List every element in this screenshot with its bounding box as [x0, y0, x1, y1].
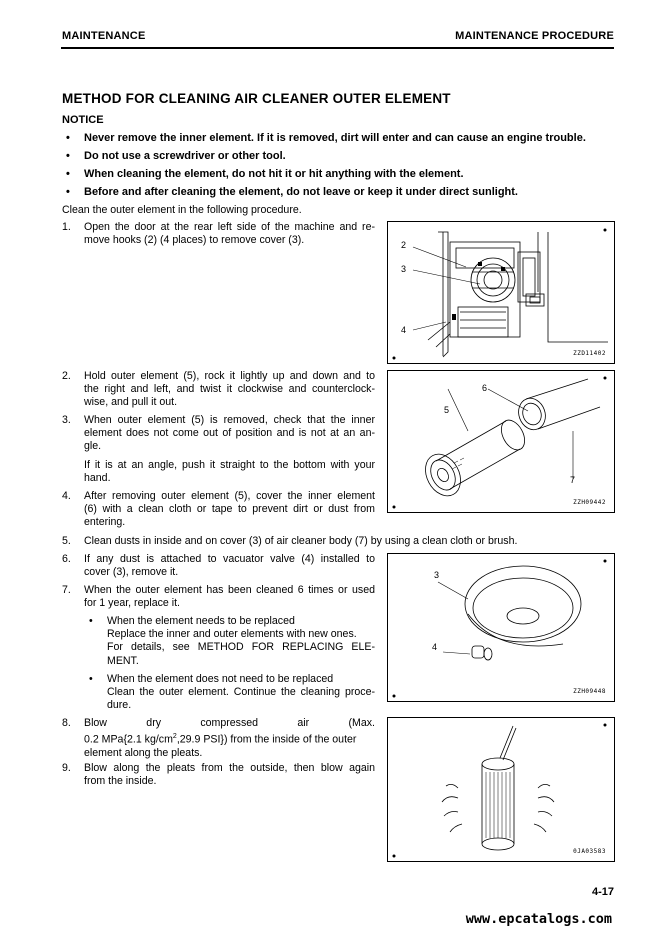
step-text: When outer element (5) is removed, check that the inner element does not come out of position and is not at an an- gle. If it is at an angle, push it straight to the bottom with your hand.	[84, 414, 375, 484]
running-header-right: MAINTENANCE PROCEDURE	[455, 30, 614, 42]
step-number: 7.	[62, 584, 71, 596]
page-number: 4-17	[591, 886, 614, 898]
blowing-illustration	[388, 718, 614, 861]
step-number: 6.	[62, 553, 71, 565]
notice-bullet: • Do not use a screwdriver or other tool.	[66, 150, 286, 162]
sub-item-text: When the element does not need to be replaced Clean the outer element. Continue the cleaning proce- dure.	[107, 673, 375, 712]
step-text: When the outer element has been cleaned 6 times or used for 1 year, replace it.	[84, 584, 375, 610]
element-illustration	[388, 371, 614, 512]
step-number: 1.	[62, 221, 71, 233]
step-text: Clean dusts in inside and on cover (3) of air cleaner body (7) by using a clean cloth or brush.	[84, 535, 518, 547]
notice-bullet: • Never remove the inner element. If it is removed, dirt will enter and can cause an engine trouble.	[66, 132, 586, 144]
cover-illustration	[388, 554, 614, 701]
sub-bullet: •	[89, 673, 93, 685]
step-number: 2.	[62, 370, 71, 382]
step-text: Blow dry compressed air (Max. 0.2 MPa{2.1 $kg/cm^2,29.9$ PSI}) from the inside of the outer element along the pleats.	[84, 717, 375, 759]
sub-item-text: When the element needs to be replaced Replace the inner and outer elements with new ones. For details, see METHOD FOR REPLACING ELE- MENT.	[107, 615, 375, 667]
notice-bullet: • Before and after cleaning the element, do not leave or keep it under direct sunlight.	[66, 186, 518, 198]
figure-air-cleaner-location	[387, 221, 615, 364]
figure-code: 0JA03583	[573, 848, 606, 855]
figure-outer-element	[387, 370, 615, 513]
step-text: Blow along the pleats from the outside, then blow again from the inside.	[84, 762, 375, 788]
figure-code: ZZH09442	[573, 499, 606, 506]
step-number: 8.	[62, 717, 71, 729]
step-number: 4.	[62, 490, 71, 502]
machine-illustration	[388, 222, 614, 363]
sub-bullet: •	[89, 615, 93, 627]
step-number: 9.	[62, 762, 71, 774]
callout-label: 3	[401, 264, 407, 274]
section-title: METHOD FOR CLEANING AIR CLEANER OUTER ELEMENT	[62, 91, 451, 106]
running-header-left: MAINTENANCE	[62, 30, 146, 42]
step-text: If any dust is attached to vacuator valve (4) installed to cover (3), remove it.	[84, 553, 375, 579]
step-number: 5.	[62, 535, 71, 547]
figure-code: ZZH09448	[573, 688, 606, 695]
step-number: 3.	[62, 414, 71, 426]
step-text: Open the door at the rear left side of the machine and re- move hooks (2) (4 places) to remove cover (3).	[84, 221, 375, 247]
step-text: Hold outer element (5), rock it lightly up and down and to the right and left, and twist it clockwise and counterclock- wise, and pull it out.	[84, 370, 375, 409]
figure-cover-vacuator	[387, 553, 615, 702]
intro-text: Clean the outer element in the following procedure.	[62, 204, 302, 216]
step-text: After removing outer element (5), cover the inner element (6) with a clean cloth or tape to prevent dirt or dust from entering.	[84, 490, 375, 529]
notice-bullet: • When cleaning the element, do not hit it or hit anything with the element.	[66, 168, 464, 180]
callout-label: 4	[432, 642, 438, 652]
callout-label: 5	[444, 405, 450, 415]
header-rule	[61, 47, 614, 49]
callout-label: 7	[570, 475, 576, 485]
notice-label: NOTICE	[62, 114, 104, 126]
figure-code: ZZD11402	[573, 350, 606, 357]
watermark-link[interactable]: www.epcatalogs.com	[465, 911, 612, 927]
callout-label: 3	[434, 570, 440, 580]
callout-label: 2	[401, 240, 407, 250]
figure-blow-air	[387, 717, 615, 862]
callout-label: 6	[482, 383, 488, 393]
callout-label: 4	[401, 325, 407, 335]
